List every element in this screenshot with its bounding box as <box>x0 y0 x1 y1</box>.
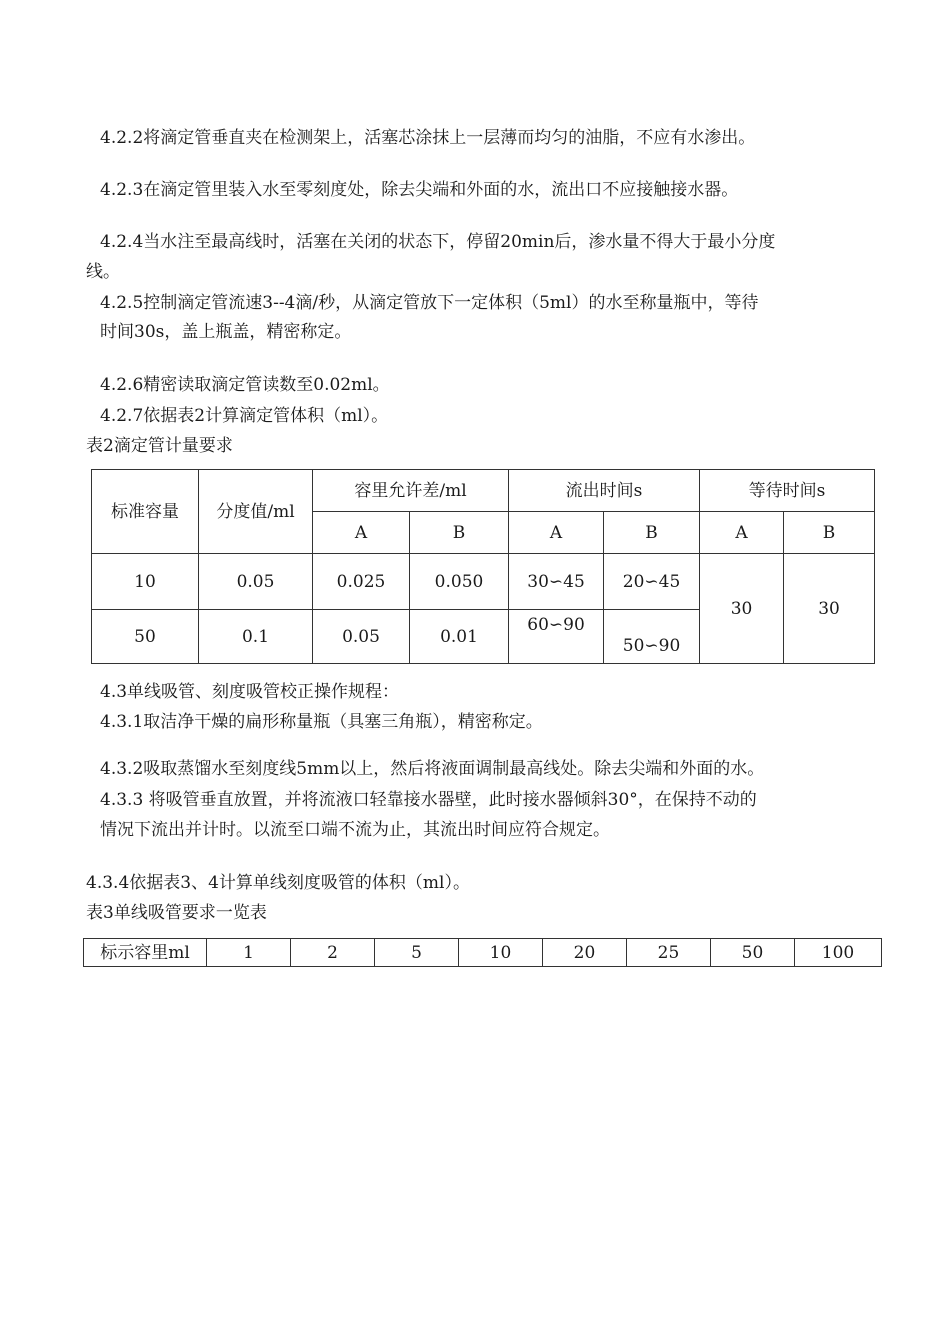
cell-capacity: 50 <box>92 610 199 664</box>
th-outflow-time: 流出时间s <box>509 470 700 512</box>
paragraph-4-2-2: 4.2.2将滴定管垂直夹在检测架上，活塞芯涂抹上一层薄而均匀的油脂，不应有水渗出。 <box>100 128 756 148</box>
th-standard-capacity: 标准容量 <box>92 470 199 554</box>
paragraph-4-3: 4.3单线吸管、刻度吸管校正操作规程： <box>100 682 400 702</box>
table3-value: 10 <box>459 939 543 967</box>
th-division-value: 分度值/ml <box>199 470 313 554</box>
th-wait-a: A <box>700 512 784 554</box>
table2 <box>91 469 875 664</box>
cell-wait-b: 30 <box>784 554 875 664</box>
paragraph-4-3-3-line2: 情况下流出并计时。以流至口端不流为止，其流出时间应符合规定。 <box>100 820 610 840</box>
cell-wait-a: 30 <box>700 554 784 664</box>
table3-value: 25 <box>627 939 711 967</box>
cell-tolerance-b: 0.050 <box>410 554 509 610</box>
paragraph-4-2-4-line1: 4.2.4当水注至最高线时，活塞在关闭的状态下，停留20min后，渗水量不得大于最小分度 <box>100 232 776 252</box>
th-wait-time: 等待时间s <box>700 470 875 512</box>
table3-caption: 表3单线吸管要求一览表 <box>86 903 267 923</box>
cell-division: 0.05 <box>199 554 313 610</box>
paragraph-4-3-2: 4.3.2吸取蒸馏水至刻度线5mm以上，然后将液面调制最高线处。除去尖端和外面的水。 <box>100 759 765 779</box>
cell-outflow-b: 20∽45 <box>604 554 700 610</box>
table-row <box>92 554 875 610</box>
table2-caption: 表2滴定管计量要求 <box>86 436 233 456</box>
paragraph-4-2-3: 4.2.3在滴定管里装入水至零刻度处，除去尖端和外面的水，流出口不应接触接水器。 <box>100 180 739 200</box>
cell-tolerance-b: 0.01 <box>410 610 509 664</box>
table-row <box>84 939 882 967</box>
table3 <box>83 938 882 967</box>
cell-capacity: 10 <box>92 554 199 610</box>
cell-tolerance-a: 0.05 <box>313 610 410 664</box>
th-outflow-a: A <box>509 512 604 554</box>
cell-outflow-a: 30∽45 <box>509 554 604 610</box>
cell-outflow-a: 60∽90 <box>509 610 604 664</box>
th-wait-b: B <box>784 512 875 554</box>
th-tolerance-a: A <box>313 512 410 554</box>
paragraph-4-3-3-line1: 4.3.3 将吸管垂直放置，并将流液口轻靠接水器壁，此时接水器倾斜30°，在保持不动的 <box>100 790 757 810</box>
paragraph-4-2-4-line2: 线。 <box>86 262 120 282</box>
table3-value: 50 <box>711 939 795 967</box>
paragraph-4-3-4: 4.3.4依据表3、4计算单线刻度吸管的体积（ml）。 <box>86 873 470 893</box>
cell-division: 0.1 <box>199 610 313 664</box>
table3-value: 20 <box>543 939 627 967</box>
table3-value: 1 <box>207 939 291 967</box>
th-tolerance-b: B <box>410 512 509 554</box>
table3-label: 标示容里ml <box>84 939 207 967</box>
table3-value: 5 <box>375 939 459 967</box>
paragraph-4-2-7: 4.2.7依据表2计算滴定管体积（ml）。 <box>100 406 389 426</box>
th-outflow-b: B <box>604 512 700 554</box>
paragraph-4-2-6: 4.2.6精密读取滴定管读数至0.02ml。 <box>100 375 390 395</box>
table2-header-row-1 <box>92 470 875 512</box>
paragraph-4-2-5-line1: 4.2.5控制滴定管流速3--4滴/秒，从滴定管放下一定体积（5ml）的水至称量瓶中，等待 <box>100 293 759 313</box>
th-tolerance: 容里允许差/ml <box>313 470 509 512</box>
cell-tolerance-a: 0.025 <box>313 554 410 610</box>
table3-value: 100 <box>795 939 882 967</box>
cell-outflow-b: 50∽90 <box>604 610 700 664</box>
paragraph-4-3-1: 4.3.1取洁净干燥的扁形称量瓶（具塞三角瓶），精密称定。 <box>100 712 543 732</box>
table3-value: 2 <box>291 939 375 967</box>
paragraph-4-2-5-line2: 时间30s，盖上瓶盖，精密称定。 <box>100 322 352 342</box>
